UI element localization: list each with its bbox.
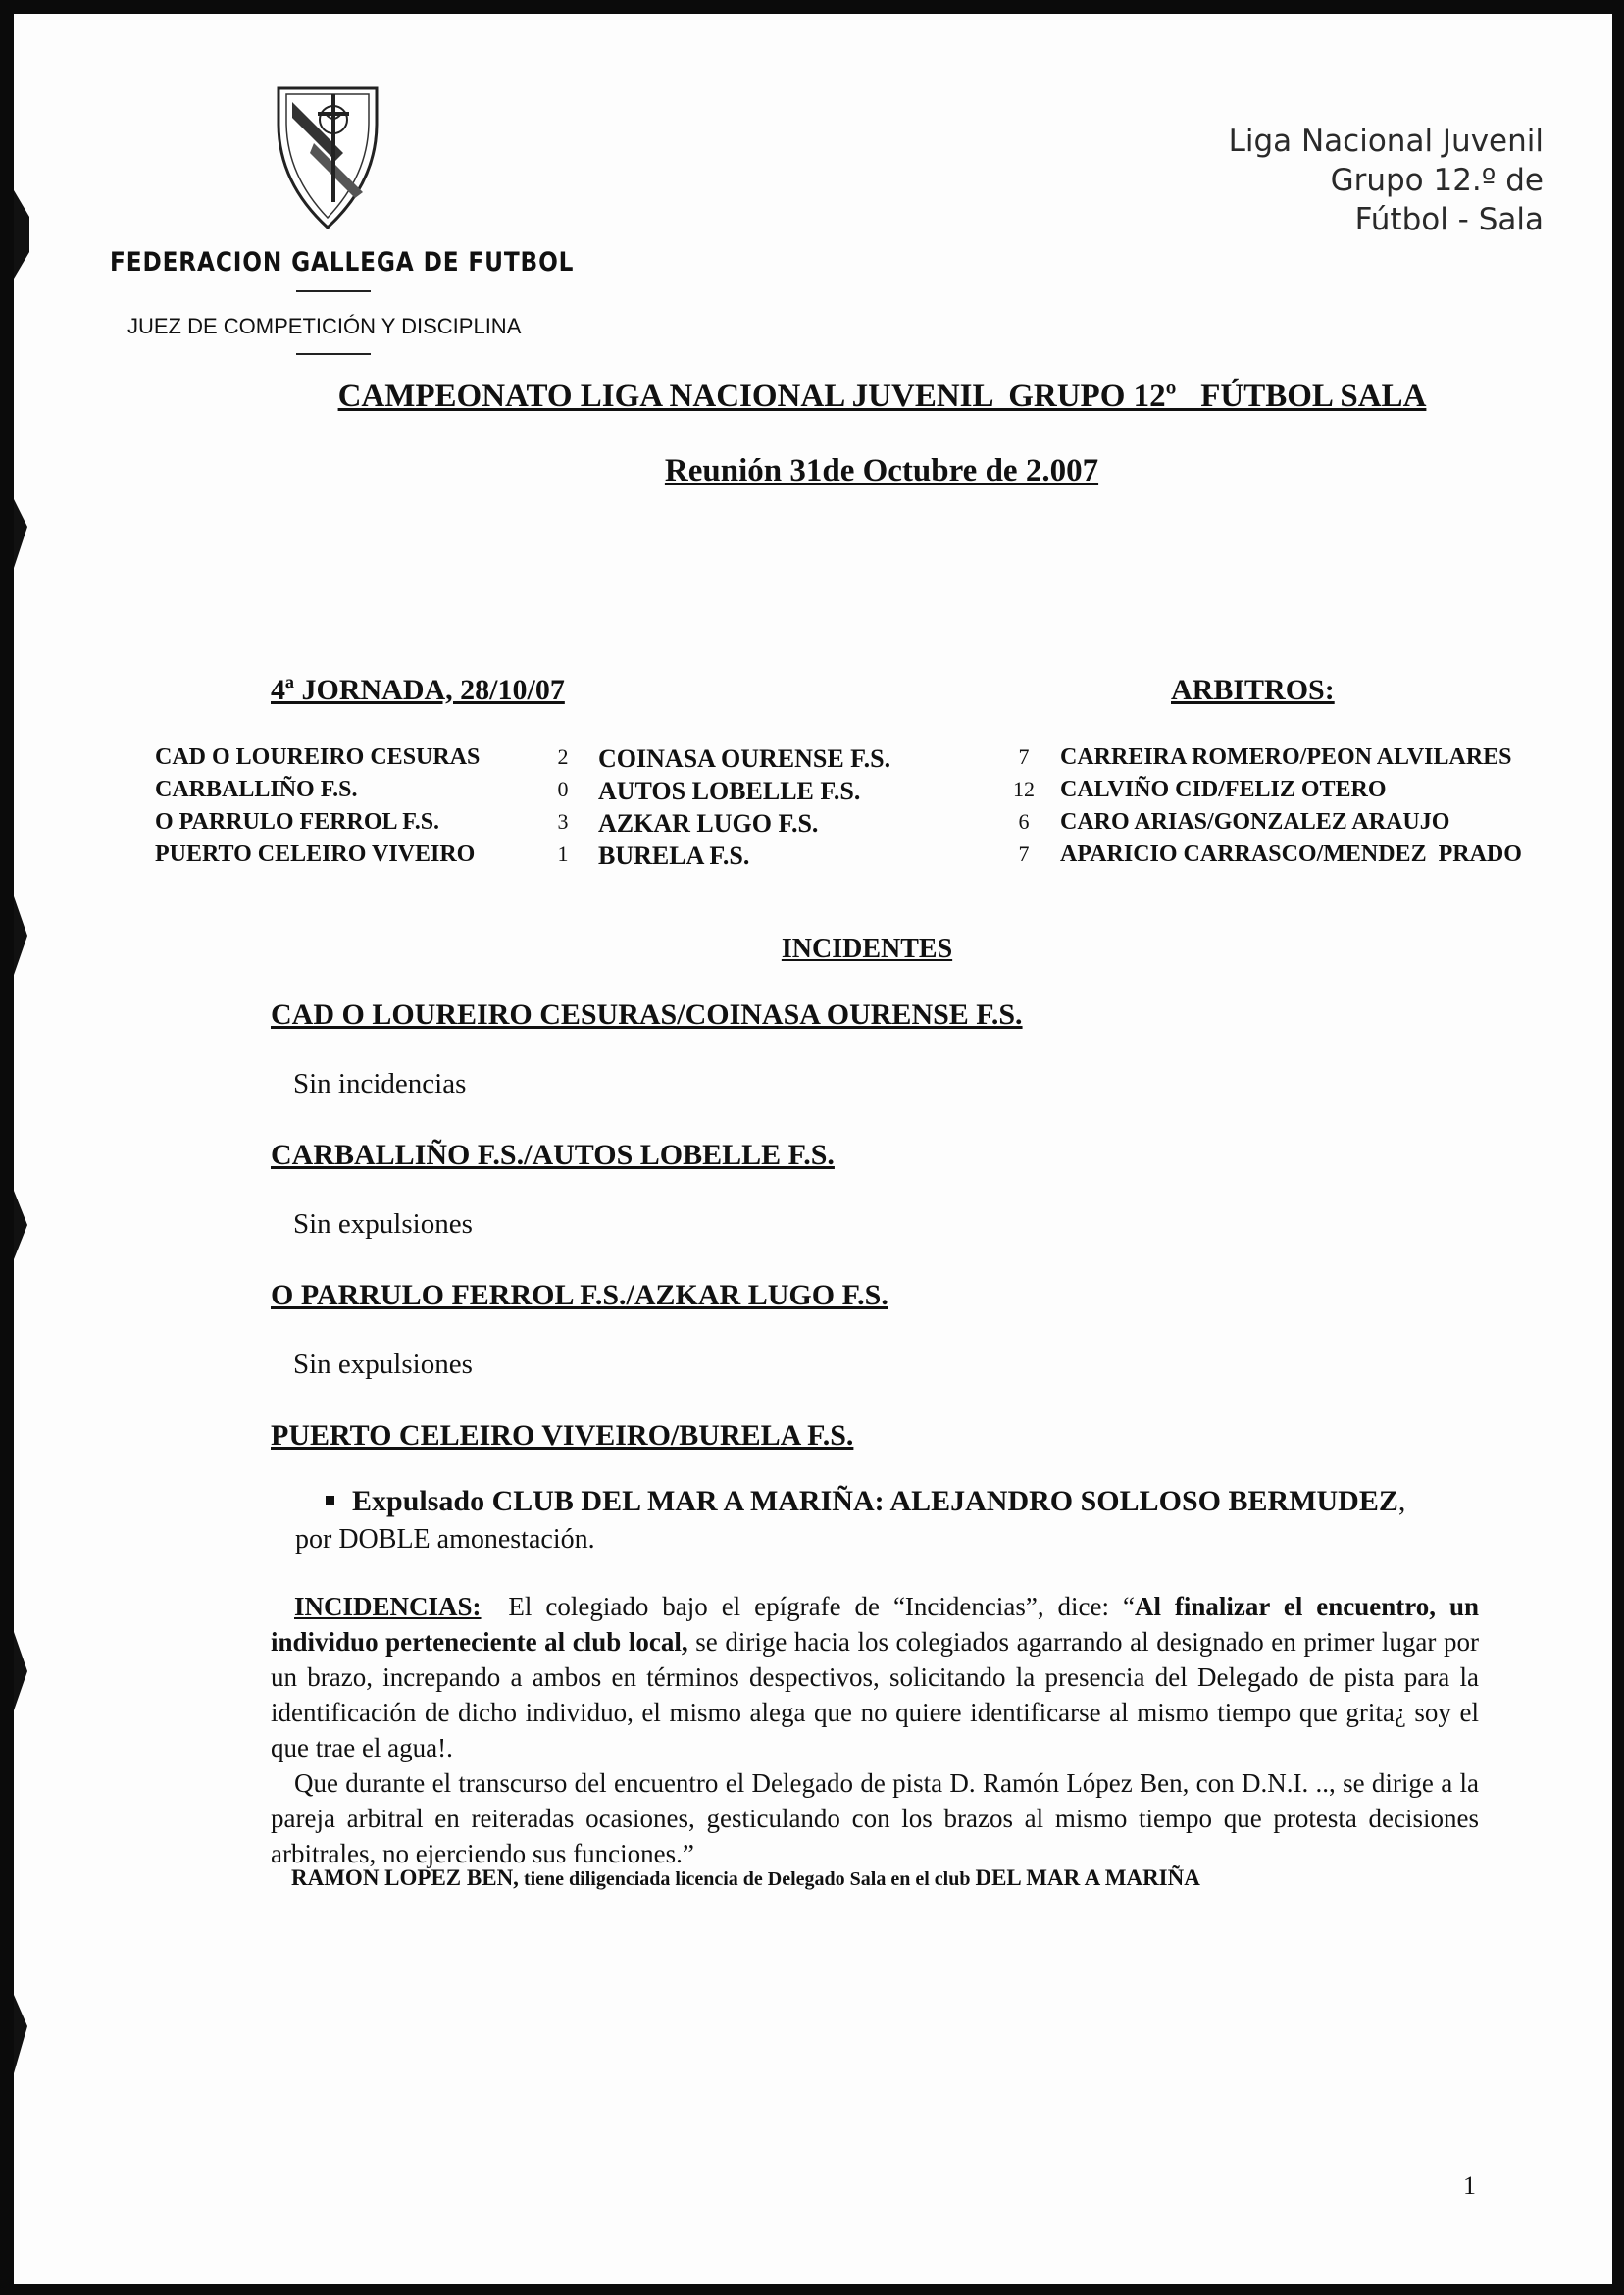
report-intro: El colegiado bajo el epígrafe de “Incidencias”, dice: “ — [481, 1592, 1135, 1621]
home-team: CAD O LOUREIRO CESURAS — [155, 744, 481, 770]
away-team: AZKAR LUGO F.S. — [598, 809, 819, 838]
report-bold-quote: Al finalizar el encuentro, un individuo perteneciente al club local, — [271, 1592, 1480, 1657]
incident-report — [271, 1589, 1479, 1871]
league-line: Liga Nacional Juvenil — [1228, 124, 1544, 159]
divider — [296, 353, 371, 355]
scan-edge-mark — [14, 1632, 27, 1710]
incident-game-title: CARBALLIÑO F.S./AUTOS LOBELLE F.S. — [271, 1139, 835, 1171]
home-score: 3 — [557, 809, 569, 834]
divider — [296, 290, 371, 292]
meeting-date: Reunión 31de Octubre de 2.007 — [664, 453, 1099, 488]
referees: APARICIO CARRASCO/MENDEZ PRADO — [1060, 842, 1522, 867]
incident-note: Sin incidencias — [293, 1068, 467, 1099]
document-title: CAMPEONATO LIGA NACIONAL JUVENIL GRUPO 12º FÚTBOL SALA — [337, 379, 1427, 414]
incident-game-title: CAD O LOUREIRO CESURAS/COINASA OURENSE F.S. — [271, 998, 1023, 1031]
away-team: COINASA OURENSE F.S. — [598, 744, 891, 773]
match-row — [14, 842, 1612, 874]
expulsion-tail: , — [1397, 1485, 1406, 1517]
home-score: 1 — [557, 842, 569, 866]
expulsion-reason: por DOBLE amonestación. — [295, 1524, 595, 1555]
home-score: 2 — [557, 744, 569, 769]
home-team: PUERTO CELEIRO VIVEIRO — [155, 842, 476, 867]
club-name: DEL MAR A MARIÑA — [975, 1865, 1200, 1890]
incident-note: Sin expulsiones — [293, 1208, 473, 1240]
away-team: BURELA F.S. — [598, 842, 750, 870]
bullet-icon — [326, 1496, 334, 1504]
document-page — [14, 14, 1612, 2284]
federation-crest-icon — [275, 84, 381, 231]
league-label — [1229, 122, 1544, 239]
away-score: 6 — [1018, 809, 1030, 834]
home-team: CARBALLIÑO F.S. — [155, 777, 358, 802]
league-line: Fútbol - Sala — [1354, 202, 1544, 237]
expulsion-item — [326, 1485, 1405, 1518]
federation-subtitle: JUEZ DE COMPETICIÓN Y DISCIPLINA — [127, 314, 522, 338]
delegate-name: RAMON LOPEZ BEN, — [291, 1865, 519, 1890]
match-row — [14, 744, 1612, 777]
incident-note: Sin expulsiones — [293, 1349, 473, 1380]
page-number: 1 — [1463, 2171, 1476, 2200]
referees: CARREIRA ROMERO/PEON ALVILARES — [1060, 744, 1512, 770]
license-text: tiene diligenciada licencia de Delegado Sala en el club — [518, 1868, 976, 1890]
match-row — [14, 777, 1612, 809]
report-second-paragraph: Que durante el transcurso del encuentro el Delegado de pista D. Ramón López Ben, con D.N.I. .., se dirige a la pareja arbitral en reiteradas ocasiones, gesticulando con los brazos al mismo tiempo que protesta decisiones arbitrales, no ejerciendo sus funciones.” — [271, 1768, 1479, 1868]
away-score: 12 — [1013, 777, 1035, 801]
home-score: 0 — [557, 777, 569, 801]
scan-edge-mark — [14, 499, 27, 568]
away-score: 7 — [1018, 744, 1030, 769]
referees-heading: ARBITROS: — [1171, 674, 1335, 706]
expulsion-text: Expulsado CLUB DEL MAR A MARIÑA: ALEJANDRO SOLLOSO BERMUDEZ — [352, 1485, 1398, 1517]
federation-name: FEDERACION GALLEGA DE FUTBOL — [110, 247, 575, 278]
incidents-heading: INCIDENTES — [781, 934, 953, 964]
match-row — [14, 809, 1612, 842]
league-line: Grupo 12.º de — [1330, 163, 1544, 198]
away-score: 7 — [1018, 842, 1030, 866]
scan-edge-mark — [14, 1995, 27, 2073]
referees: CALVIÑO CID/FELIZ OTERO — [1060, 777, 1387, 802]
scan-edge-mark — [14, 190, 29, 279]
incident-game-title: O PARRULO FERROL F.S./AZKAR LUGO F.S. — [271, 1279, 888, 1311]
away-team: AUTOS LOBELLE F.S. — [598, 777, 861, 805]
round-heading: 4ª JORNADA, 28/10/07 — [271, 674, 565, 706]
scan-edge-mark — [14, 1191, 27, 1259]
incident-game-title: PUERTO CELEIRO VIVEIRO/BURELA F.S. — [271, 1419, 854, 1452]
report-label: INCIDENCIAS: — [294, 1592, 482, 1621]
home-team: O PARRULO FERROL F.S. — [155, 809, 440, 835]
referees: CARO ARIAS/GONZALEZ ARAUJO — [1060, 809, 1450, 835]
report-body: se dirige hacia los colegiados agarrando al designado en primer lugar por un brazo, increpando a ambos en términos despectivos, solicitando la presencia del Delegado de pista para la identificación de dicho individuo, el mismo alega que no quiere identificarse al mismo tiempo que grita¿ soy el que trae el agua!. — [271, 1627, 1479, 1762]
delegate-license-note — [291, 1865, 1200, 1891]
